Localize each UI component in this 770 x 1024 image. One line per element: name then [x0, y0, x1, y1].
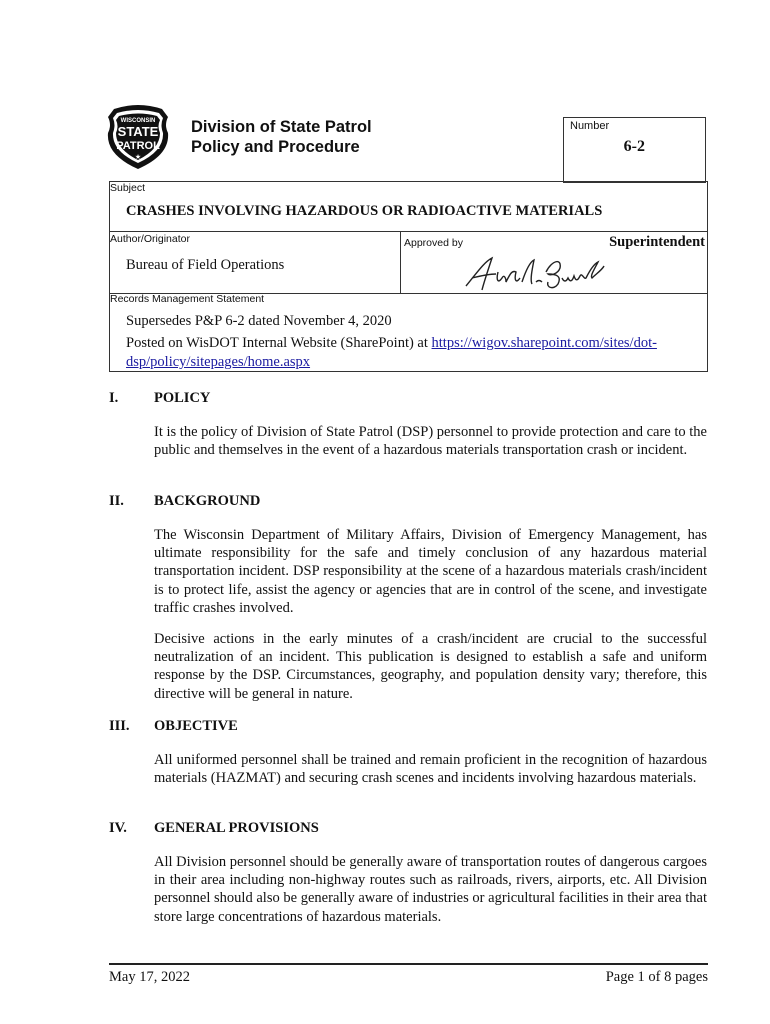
background-paragraph-1: The Wisconsin Department of Military Affairs, Division of Emergency Management, has ultimate responsibility for the safe and timely conclusion of any hazardous material transportation incident. DSP responsibility at the scene of a hazardous materials crash/incident is to protect life, assist the agency or agencies that are in control of the scene, and investigate traffic crashes involved. — [154, 527, 707, 616]
author-label: Author/Originator — [110, 233, 190, 245]
footer-divider — [109, 963, 708, 965]
author-value: Bureau of Field Operations — [126, 257, 285, 273]
logo-text-patrol: PATROL — [116, 140, 160, 152]
section-number: I. — [109, 390, 119, 406]
section-title-objective: OBJECTIVE — [154, 718, 238, 734]
policy-paragraph: It is the policy of Division of State Patrol (DSP) personnel to provide protection and care to the public and themselves in the event of a hazardous materials transportation crash or incident. — [154, 424, 707, 459]
svg-text:★: ★ — [134, 153, 142, 161]
subject-label: Subject — [110, 182, 146, 194]
objective-paragraph: All uniformed personnel shall be trained and remain proficient in the recognition of hazardous materials (HAZMAT) and securing crash scenes and incidents involving hazardous materials. — [154, 752, 707, 787]
supersedes-statement: Supersedes P&P 6-2 dated November 4, 2020 — [126, 313, 392, 329]
org-line-1: Division of State Patrol — [191, 118, 372, 136]
policy-number: 6-2 — [623, 138, 645, 155]
posted-statement — [126, 334, 701, 372]
divider — [400, 231, 401, 294]
policy-number-box — [563, 117, 706, 183]
section-number: II. — [109, 493, 124, 509]
records-label: Records Management Statement — [110, 293, 265, 305]
signature-image — [462, 252, 607, 294]
background-paragraph-2: Decisive actions in the early minutes of a crash/incident are crucial to the successful neutralization of an incident. This publication is designed to establish a safe and uniform response by the DSP. Circumstances, geography, and population density vary; therefore, this directive will be general in nature. — [154, 631, 707, 702]
section-number: III. — [109, 718, 130, 734]
approved-by-label: Approved by — [404, 237, 463, 249]
general-provisions-paragraph: All Division personnel should be generally aware of transportation routes of dangerous cargoes in their area including non-highway routes such as railroads, rivers, airports, etc. All Division personnel should also be generally aware of industries or agricultural facilities in their area that store large concentrations of hazardous materials. — [154, 854, 707, 925]
footer-page-number: Page 1 of 8 pages — [605, 969, 708, 985]
organization-title — [191, 117, 372, 157]
footer-date: May 17, 2022 — [109, 969, 190, 985]
number-label: Number — [570, 120, 610, 132]
section-title-policy: POLICY — [154, 390, 211, 406]
logo-text-top: WISCONSIN — [120, 118, 156, 124]
subject-title: CRASHES INVOLVING HAZARDOUS OR RADIOACTIVE MATERIALS — [126, 203, 603, 219]
section-title-background: BACKGROUND — [154, 493, 261, 509]
policy-metadata-table — [109, 181, 708, 372]
state-patrol-shield-logo — [104, 103, 172, 171]
org-line-2: Policy and Procedure — [191, 138, 360, 156]
sharepoint-link[interactable]: https://wigov.sharepoint.com/sites/dot-dsp/policy/sitepages/home.aspx — [126, 335, 657, 370]
divider — [110, 231, 707, 232]
section-title-general-provisions: GENERAL PROVISIONS — [154, 820, 319, 836]
posted-prefix: Posted on WisDOT Internal Website (SharePoint) at — [126, 335, 432, 351]
logo-text-state: STATE — [117, 124, 159, 139]
section-number: IV. — [109, 820, 127, 836]
approver-title: Superintendent — [609, 234, 705, 250]
